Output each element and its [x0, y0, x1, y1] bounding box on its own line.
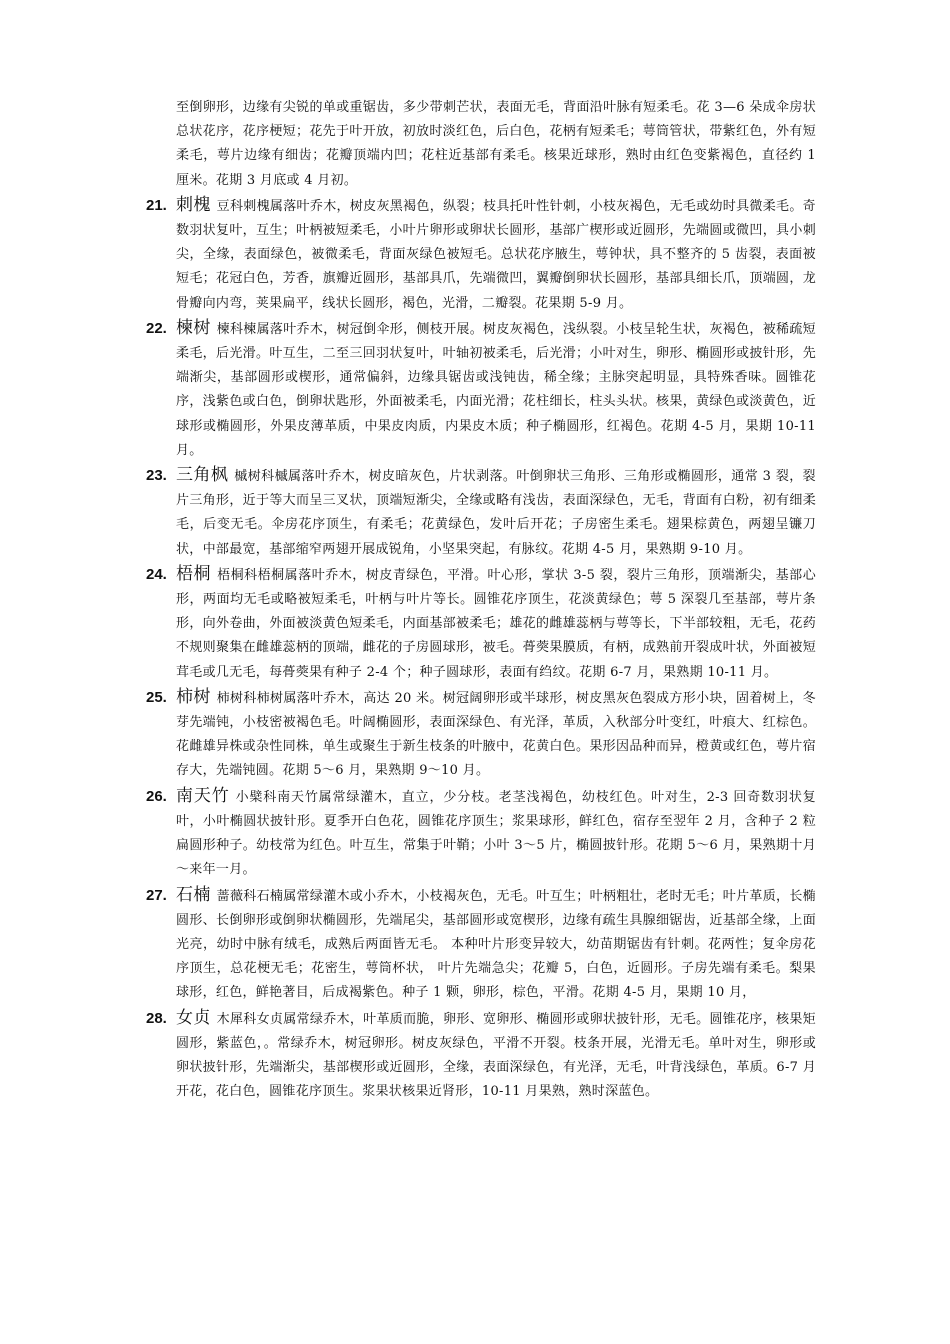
- entry-21: [146, 193, 816, 316]
- page-content: [146, 96, 816, 1104]
- entry-description: 蔷薇科石楠属常绿灌木或小乔木，小枝褐灰色，无毛。叶互生；叶柄粗壮，老时无毛；叶片革质，长椭圆形、长倒卵形或倒卵状椭圆形，先端尾尖，基部圆形或宽楔形，边缘有疏生具腺细锯齿，近基部全缘，上面光亮，幼时中脉有绒毛，成熟后两面皆无毛。 本种叶片形变异较大，幼苗期锯齿有针刺。花两性；复伞房花序顶生，总花梗无毛；花密生，萼筒杯状， 叶片先端急尖；花瓣 5，白色，近圆形。子房先端有柔毛。梨果球形，红色，鲜艳著目，后成褐紫色。种子 1 颗，卵形，棕色，平滑。花期 4-5 月，果期 10 月，: [176, 888, 816, 1001]
- entry-23: [146, 463, 816, 562]
- entry-26: [146, 784, 816, 883]
- entry-28: [146, 1006, 816, 1105]
- entry-description: 豆科刺槐属落叶乔木，树皮灰黑褐色，纵裂；枝具托叶性针刺，小枝灰褐色，无毛或幼时具微柔毛。奇数羽状复叶，互生；叶柄被短柔毛，小叶片卵形或卵状长圆形，基部广楔形或近圆形，先端圆或微凹，具小刺尖，全缘，表面绿色，被微柔毛，背面灰绿色被短毛。总状花序腋生，萼钟状，具不整齐的 5 齿裂，表面被短毛；花冠白色，芳香，旗瓣近圆形，基部具爪，先端微凹，翼瓣倒卵状长圆形，基部具细长爪，顶端圆，龙骨瓣向内弯，荚果扁平，线状长圆形，褐色，光滑，二瓣裂。花果期 5-9 月。: [176, 198, 816, 311]
- entry-description: 梧桐科梧桐属落叶乔木，树皮青绿色，平滑。叶心形，掌状 3-5 裂，裂片三角形，顶端渐尖，基部心形，两面均无毛或略被短柔毛，叶柄与叶片等长。圆锥花序顶生，花淡黄绿色；萼 5 深裂几至基部，萼片条形，向外卷曲，外面被淡黄色短柔毛，内面基部被柔毛；雄花的雌雄蕊柄与萼等长，下半部较粗，无毛，花药不规则聚集在雌雄蕊柄的顶端，雌花的子房圆球形，被毛。蓇葖果膜质，有柄，成熟前开裂成叶状，外面被短茸毛或几无毛，每蓇葖果有种子 2-4 个；种子圆球形，表面有绉纹。花期 6-7 月，果熟期 10-11 月。: [176, 567, 816, 680]
- entry-number: 22.: [146, 319, 167, 337]
- entry-27: [146, 883, 816, 1006]
- intro-paragraph: 至倒卵形，边缘有尖锐的单或重锯齿，多少带刺芒状，表面无毛，背面沿叶脉有短柔毛。花 3—6 朵成伞房状总状花序，花序梗短；花先于叶开放，初放时淡红色，后白色，花柄有短柔毛；萼筒管状，带紫红色，外有短柔毛，萼片边缘有细齿；花瓣顶端内凹；花柱近基部有柔毛。核果近球形，熟时由红色变紫褐色，直径约 1 厘米。花期 3 月底或 4 月初。: [176, 100, 816, 188]
- entry-description: 柿树科柿树属落叶乔木，高达 20 米。树冠阔卵形或半球形，树皮黑灰色裂成方形小块，固着树上，冬芽先端钝，小枝密被褐色毛。叶阔椭圆形，表面深绿色、有光泽，革质，入秋部分叶变红，叶痕大、红棕色。花雌雄异株或杂性同株，单生或聚生于新生枝条的叶腋中，花黄白色。果形因品种而异，橙黄或红色，萼片宿存大，先端钝圆。花期 5～6 月，果熟期 9～10 月。: [176, 690, 816, 779]
- entry-name: 柿树: [176, 686, 211, 707]
- entry-number: 28.: [146, 1009, 167, 1027]
- entry-name: 楝树: [176, 317, 211, 338]
- entry-name: 三角枫: [176, 465, 229, 486]
- entry-number: 24.: [146, 565, 167, 583]
- entry-number: 23.: [146, 467, 167, 485]
- entry-description: 小檗科南天竹属常绿灌木，直立，少分枝。老茎浅褐色，幼枝红色。叶对生，2-3 回奇数羽状复叶，小叶椭圆状披针形。夏季开白色花，圆锥花序顶生；浆果球形，鲜红色，宿存至翌年 2 月，含种子 2 粒扁圆形种子。幼枝常为红色。叶互生，常集于叶鞘；小叶 3～5 片，椭圆披针形。花期 5～6 月，果熟期十月～来年一月。: [176, 789, 816, 878]
- entry-name: 石楠: [176, 884, 211, 905]
- entry-number: 26.: [146, 787, 167, 805]
- entry-description: 槭树科槭属落叶乔木，树皮暗灰色，片状剥落。叶倒卵状三角形、三角形或椭圆形，通常 3 裂，裂片三角形，近于等大而呈三叉状，顶端短渐尖，全缘或略有浅齿，表面深绿色，无毛，背面有白粉，初有细柔毛，后变无毛。伞房花序顶生，有柔毛；花黄绿色，发叶后开花；子房密生柔毛。翅果棕黄色，两翅呈镰刀状，中部最宽，基部缩窄两翅开展成锐角，小坚果突起，有脉纹。花期 4-5 月，果熟期 9-10 月。: [176, 469, 816, 557]
- entry-name: 南天竹: [176, 785, 230, 806]
- entry-number: 27.: [146, 886, 167, 904]
- entry-number: 25.: [146, 688, 167, 706]
- entry-description: 木犀科女贞属常绿乔木，叶革质而脆，卵形、宽卵形、椭圆形或卵状披针形，无毛。圆锥花序，核果矩圆形，紫蓝色，。常绿乔木，树冠卵形。树皮灰绿色，平滑不开裂。枝条开展，光滑无毛。单叶对生，卵形或卵状披针形，先端渐尖，基部楔形或近圆形，全缘，表面深绿色，有光泽，无毛，叶背浅绿色，革质。6-7 月开花，花白色，圆锥花序顶生。浆果状核果近肾形，10-11 月果熟，熟时深蓝色。: [176, 1011, 816, 1100]
- entry-25: [146, 685, 816, 784]
- entry-22: [146, 316, 816, 463]
- entry-description: 楝科楝属落叶乔木，树冠倒伞形，侧枝开展。树皮灰褐色，浅纵裂。小枝呈轮生状，灰褐色，被稀疏短柔毛，后光滑。叶互生，二至三回羽状复叶，叶轴初被柔毛，后光滑；小叶对生，卵形、椭圆形或披针形，先端渐尖，基部圆形或楔形，通常偏斜，边缘具锯齿或浅钝齿，稀全缘；主脉突起明显，具特殊香味。圆锥花序，浅紫色或白色，倒卵状匙形，外面被柔毛，内面光滑；花柱细长，柱头头状。核果，黄绿色或淡黄色，近球形或椭圆形，外果皮薄革质，中果皮肉质，内果皮木质；种子椭圆形，红褐色。花期 4-5 月，果期 10-11 月。: [176, 321, 816, 458]
- entry-24: [146, 562, 816, 685]
- entry-name: 梧桐: [176, 563, 212, 584]
- entry-name: 女贞: [176, 1007, 211, 1028]
- entry-number: 21.: [146, 196, 167, 214]
- entry-name: 刺槐: [176, 194, 211, 215]
